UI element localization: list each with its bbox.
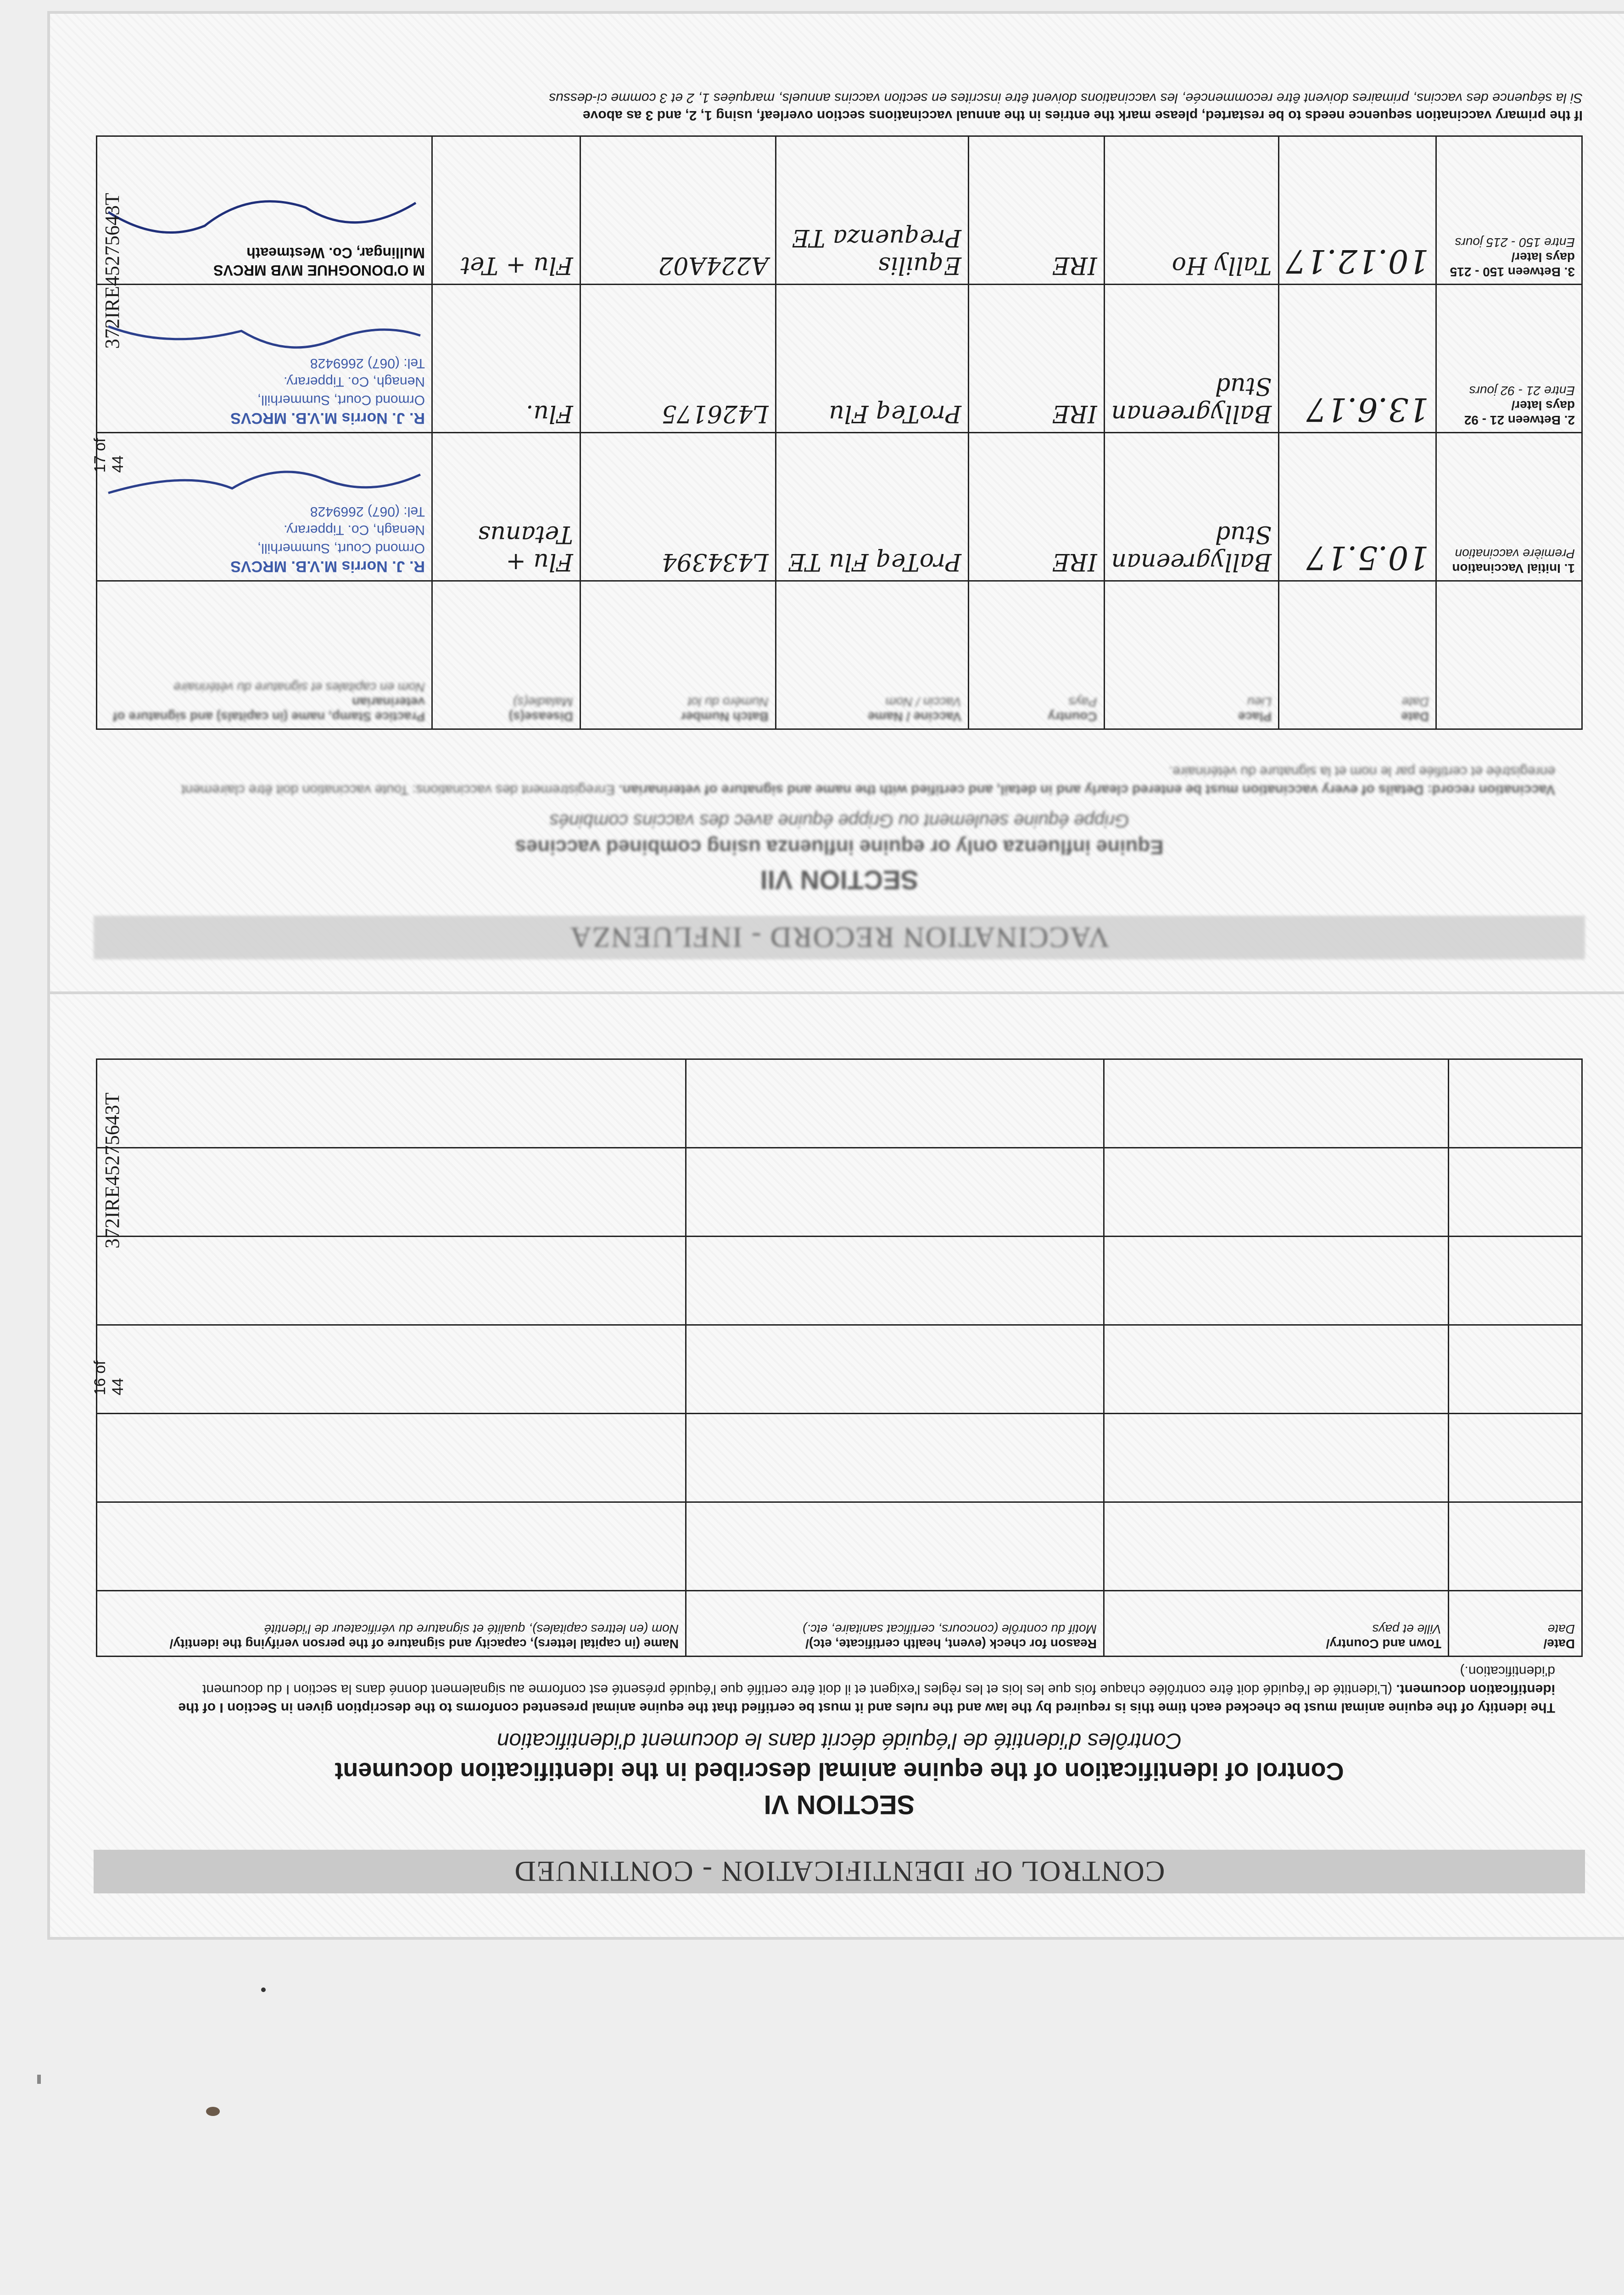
page-17-band: VACCINATION RECORD - INFLUENZA — [94, 916, 1585, 959]
vet-signature — [104, 189, 425, 244]
col-verifier: Name (in capital letters), capacity and signature of the person verifying the identity/ Nom (en lettres capitales), qualité et signature du vérificateur de l'identité — [97, 1591, 686, 1657]
vet-stamp — [97, 136, 432, 285]
vaccination-table — [96, 135, 1583, 730]
vaccination-row-third — [97, 136, 1582, 285]
table-row — [97, 1237, 1582, 1325]
page-17-intro-en: Vaccination record: Details of every vaccination must be entered clearly and in detail, and certified with the name and signature of veterinarian. — [619, 782, 1555, 797]
vet-stamp-line: Ormond Court, Summerhill, — [257, 541, 425, 556]
page-16-intro-en: The identity of the equine animal must be checked each time this is required by the law and the rules and it must be certified that the equine animal presented conforms to the description given in Section I of the identification document. — [178, 1682, 1555, 1715]
identity-check-header — [97, 1591, 1582, 1657]
identity-check-table — [96, 1058, 1583, 1657]
vet-stamp-line: Ormond Court, Summerhill, — [257, 392, 425, 408]
vaccine-name: ProTeq Flu — [776, 285, 968, 433]
vet-stamp — [97, 433, 432, 581]
vet-stamp-line: R. J. Norris M.V.B. MRCVS — [230, 558, 425, 575]
disease: Flu + Tetanus — [432, 433, 580, 581]
row-label: 3. Between 150 - 215 days later/ Entre 150 - 215 jours — [1436, 136, 1582, 285]
page-16-band: CONTROL OF IDENTIFICATION - CONTINUED — [94, 1850, 1585, 1893]
page-16-title: Control of identification of the equine animal described in the identification document — [335, 1758, 1344, 1785]
page-16-intro — [123, 1662, 1555, 1717]
vaccination-date: 10.5.17 — [1279, 433, 1436, 581]
col-row-label — [1436, 581, 1582, 729]
page-17-footnote — [96, 89, 1583, 124]
table-row — [97, 1502, 1582, 1591]
vaccination-country: IRE — [968, 285, 1104, 433]
page-17-intro — [123, 762, 1555, 799]
table-row — [97, 1059, 1582, 1148]
vet-stamp-line: Mullingar, Co. Westmeath — [246, 245, 425, 261]
page-17-section-title: SECTION VII — [760, 865, 919, 895]
vet-stamp-line: R. J. Norris M.V.B. MRCVS — [230, 409, 425, 427]
table-row — [97, 1414, 1582, 1502]
vet-signature — [104, 317, 425, 354]
page-16-title-fr: Contrôles d'identité de l'équidé décrit dans le document d'identification — [497, 1729, 1182, 1753]
vet-stamp — [97, 285, 432, 433]
page-16-intro-fr: (L'identité de l'équidé doit être contrôlée chaque fois que les lois et les règles l'exigent et il doit être certifié que l'équidé présenté est conforme au signalement donné dans la section I du document d'identification.) — [202, 1663, 1555, 1697]
disease: Flu. — [432, 285, 580, 433]
col-reason: Reason for check (event, health certificate, etc)/ Motif du contrôle (concours, certificat sanitaire, etc.) — [686, 1591, 1104, 1657]
table-row — [97, 1325, 1582, 1414]
batch-number: L434394 — [580, 433, 776, 581]
col-vaccine: Vaccine / Name Vaccin / Nom — [776, 581, 968, 729]
vaccination-row-initial — [97, 433, 1582, 581]
page-17-number: 17 of 44 — [91, 438, 127, 473]
col-date: Date/ Date — [1449, 1591, 1582, 1657]
page-16-section-title: SECTION VI — [764, 1790, 915, 1819]
vaccination-date: 13.6.17 — [1279, 285, 1436, 433]
vet-stamp-line: Tel: (067) 2669428 — [310, 356, 425, 371]
page-17-id-code: 372IRE45275643T — [101, 193, 123, 349]
col-vet-stamp: Practice Stamp, name (in capitals) and signature of veterinarian Nom en capitales et signature du vétérinaire — [97, 581, 432, 729]
vet-stamp-line: Tel: (067) 2669428 — [310, 504, 425, 519]
page-17 — [50, 14, 1624, 991]
vaccination-date: 10.12.17 — [1279, 136, 1436, 285]
col-disease: Disease(s) Maladie(s) — [432, 581, 580, 729]
dust-speck — [261, 1987, 266, 1992]
page-16 — [50, 959, 1624, 1937]
vet-stamp-line: Nenagh, Co. Tipperary. — [284, 374, 425, 389]
batch-number: A224A02 — [580, 136, 776, 285]
vet-stamp-line: M O'DONOGHUE MVB MRCVS — [213, 262, 425, 279]
vaccination-country: IRE — [968, 136, 1104, 285]
vaccination-row-second — [97, 285, 1582, 433]
batch-number: L426175 — [580, 285, 776, 433]
row-label: 2. Between 21 - 92 days later/ Entre 21 - 92 jours — [1436, 285, 1582, 433]
vet-stamp-line: Nenagh, Co. Tipperary. — [284, 522, 425, 537]
vaccine-name: ProTeq Flu TE — [776, 433, 968, 581]
vaccination-header — [97, 581, 1582, 729]
disease: Flu + Tet — [432, 136, 580, 285]
col-date: Date Date — [1279, 581, 1436, 729]
page-17-footnote-fr: Si la séquence des vaccins, primaires doivent être recommencée, les vaccinations doivent être inscrites en section vaccins annuels, marquées 1, 2 et 3 comme ci-dessus — [549, 90, 1583, 106]
page-16-id-code: 372IRE45275643T — [101, 1092, 123, 1248]
page-17-title-fr: Grippe équine seulement ou Grippe équine avec des vaccins combinés — [549, 811, 1129, 831]
table-row — [97, 1148, 1582, 1237]
page-16-number: 16 of 44 — [91, 1360, 127, 1395]
vaccine-name: Equilis Prequenza TE — [776, 136, 968, 285]
row-label: 1. Initial Vaccination Première vaccination — [1436, 433, 1582, 581]
vaccination-place: Ballygreenan Stud — [1104, 285, 1279, 433]
vet-signature — [104, 465, 425, 502]
vaccination-place: Tally Ho — [1104, 136, 1279, 285]
vaccination-country: IRE — [968, 433, 1104, 581]
col-place: Place Lieu — [1104, 581, 1279, 729]
page-17-title: Equine influenza only or equine influenza using combined vaccines — [515, 836, 1164, 858]
page-17-intro-fr: Enregistrement des vaccinations: Toute vaccination doit être clairement enregistrée et certifiée par le nom et la signature du vétérinaire. — [181, 764, 1555, 797]
dust-speck — [206, 2107, 220, 2116]
vaccination-place: Ballygreenan Stud — [1104, 433, 1279, 581]
col-town-country: Town and Country/ Ville et pays — [1104, 1591, 1449, 1657]
dust-speck — [37, 2075, 41, 2084]
col-country: Country Pays — [968, 581, 1104, 729]
page-17-footnote-en: If the primary vaccination sequence needs to be restarted, please mark the entries in the annual vaccinations section overleaf, using 1, 2, and 3 as above — [582, 108, 1583, 123]
col-batch: Batch Number Numéro du lot — [580, 581, 776, 729]
